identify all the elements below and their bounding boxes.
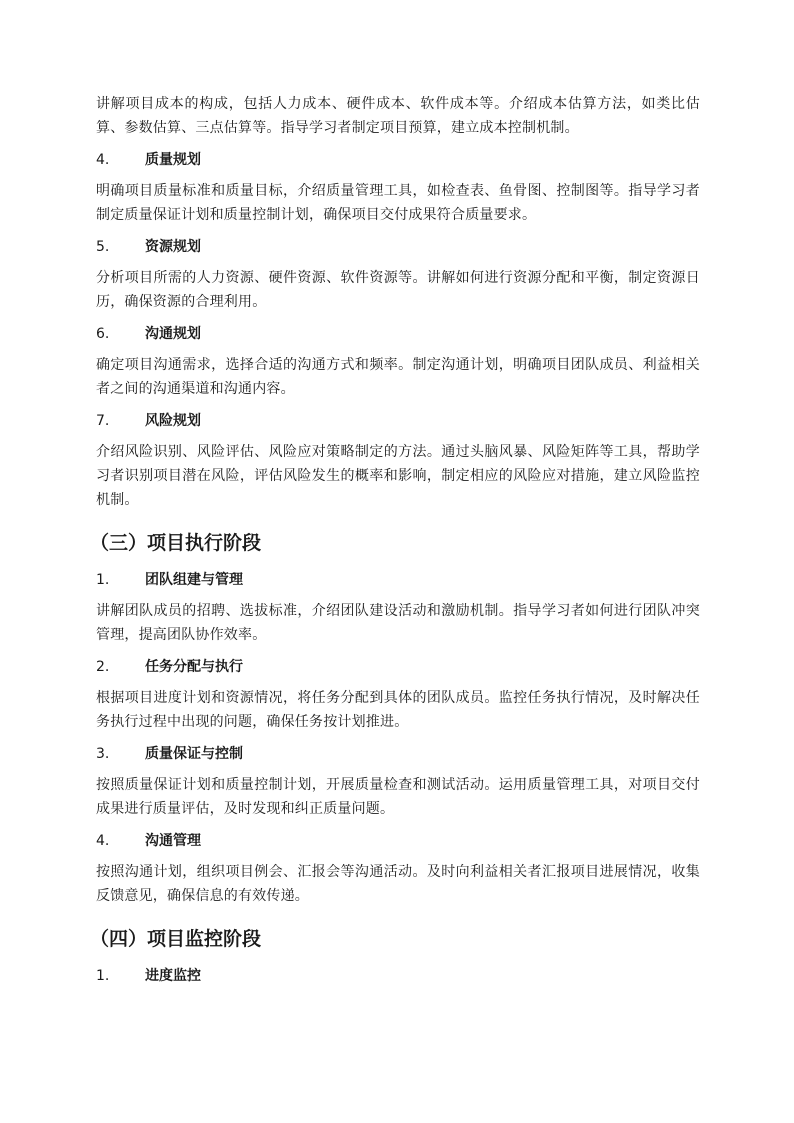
heading-risk-planning [96, 410, 700, 432]
heading-team-building [96, 569, 700, 591]
heading-communication-planning [96, 323, 700, 345]
item-title: 质量保证与控制 [145, 746, 243, 762]
heading-progress-monitoring [96, 965, 700, 987]
cost-paragraph: 讲解项目成本的构成，包括人力成本、硬件成本、软件成本等。介绍成本估算方法，如类比估算、参数估算、三点估算等。指导学习者制定项目预算，建立成本控制机制。 [96, 96, 700, 136]
item-title: 团队组建与管理 [145, 572, 243, 588]
quality-paragraph: 明确项目质量标准和质量目标，介绍质量管理工具，如检查表、鱼骨图、控制图等。指导学习者制定质量保证计划和质量控制计划，确保项目交付成果符合质量要求。 [96, 183, 700, 223]
qa-paragraph: 按照质量保证计划和质量控制计划，开展质量检查和测试活动。运用质量管理工具，对项目交付成果进行质量评估，及时发现和纠正质量问题。 [96, 777, 700, 817]
item-title: 风险规划 [145, 413, 201, 429]
item-number: 4. [96, 833, 110, 849]
item-number: 2. [96, 659, 110, 675]
item-number: 7. [96, 413, 110, 429]
item-title: 资源规划 [145, 239, 201, 255]
document-page [90, 92, 700, 995]
item-number: 5. [96, 239, 110, 255]
item-title: 进度监控 [145, 968, 201, 984]
item-number: 1. [96, 968, 110, 984]
heading-resource-planning [96, 236, 700, 258]
heading-communication-management [96, 830, 700, 852]
task-paragraph: 根据项目进度计划和资源情况，将任务分配到具体的团队成员。监控任务执行情况，及时解决任务执行过程中出现的问题，确保任务按计划推进。 [96, 690, 700, 730]
team-paragraph: 讲解团队成员的招聘、选拔标准，介绍团队建设活动和激励机制。指导学习者如何进行团队冲突管理，提高团队协作效率。 [96, 603, 700, 643]
item-title: 质量规划 [145, 152, 201, 168]
item-number: 4. [96, 152, 110, 168]
heading-task-assignment [96, 656, 700, 678]
section-heading-monitoring: （四）项目监控阶段 [90, 928, 262, 950]
resource-paragraph: 分析项目所需的人力资源、硬件资源、软件资源等。讲解如何进行资源分配和平衡，制定资源日历，确保资源的合理利用。 [96, 270, 700, 310]
risk-paragraph: 介绍风险识别、风险评估、风险应对策略制定的方法。通过头脑风暴、风险矩阵等工具，帮助学习者识别项目潜在风险，评估风险发生的概率和影响，制定相应的风险应对措施，建立风险监控机制。 [96, 444, 700, 508]
item-title: 沟通管理 [145, 833, 201, 849]
item-number: 6. [96, 326, 110, 342]
item-title: 任务分配与执行 [145, 659, 243, 675]
section-heading-execution: （三）项目执行阶段 [90, 532, 262, 554]
communication-paragraph: 确定项目沟通需求，选择合适的沟通方式和频率。制定沟通计划，明确项目团队成员、利益相关者之间的沟通渠道和沟通内容。 [96, 357, 700, 397]
heading-quality-assurance [96, 743, 700, 765]
comm-management-paragraph: 按照沟通计划，组织项目例会、汇报会等沟通活动。及时向利益相关者汇报项目进展情况，收集反馈意见，确保信息的有效传递。 [96, 864, 700, 904]
item-title: 沟通规划 [145, 326, 201, 342]
heading-quality-planning [96, 149, 700, 171]
item-number: 3. [96, 746, 110, 762]
item-number: 1. [96, 572, 110, 588]
